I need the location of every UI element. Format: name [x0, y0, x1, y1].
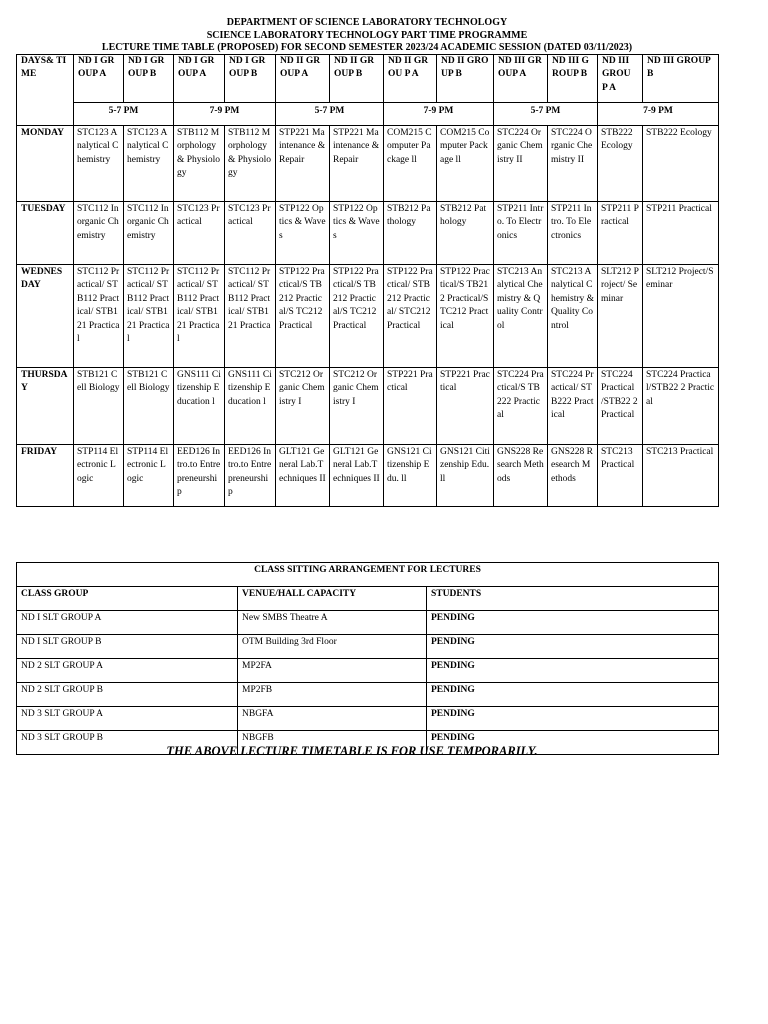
- course-cell: GNS121 Citizenship Edu. ll: [384, 445, 437, 507]
- course-cell: STC224 Practical/ STB222 Practical: [548, 368, 598, 445]
- group-header: ND III GROUP B: [643, 55, 719, 103]
- course-cell: COM215 Computer Package ll: [437, 126, 494, 202]
- time-slot-header: 5-7 PM: [276, 103, 384, 126]
- course-cell: STC112 Practical/ STB112 Practical/ STB121 Practica: [225, 265, 276, 368]
- course-cell: STC224 Practical/STB22 2 Practical: [643, 368, 719, 445]
- venue-cell: OTM Building 3rd Floor: [238, 635, 427, 659]
- lecture-timetable: [16, 54, 719, 507]
- group-header: ND III GROUP B: [548, 55, 598, 103]
- course-cell: EED126 Intro.to Entrepreneurship: [174, 445, 225, 507]
- students-cell: PENDING: [427, 635, 719, 659]
- group-header: ND II GROUP B: [437, 55, 494, 103]
- group-header: ND II GROUP B: [330, 55, 384, 103]
- students-cell: PENDING: [427, 611, 719, 635]
- timetable-row-friday: [17, 445, 719, 507]
- timetable-title: LECTURE TIME TABLE (PROPOSED) FOR SECOND SEMESTER 2023/24 ACADEMIC SESSION (DATED 03/11/2023): [101, 42, 633, 53]
- day-label: THURSDAY: [17, 368, 74, 445]
- class-group-cell: ND 3 SLT GROUP B: [17, 731, 238, 755]
- time-slot-header: 5-7 PM: [74, 103, 174, 126]
- time-slot-header: 7-9 PM: [174, 103, 276, 126]
- department-title: DEPARTMENT OF SCIENCE LABORATORY TECHNOLOGY: [226, 17, 508, 28]
- course-cell: STC112 Inorganic Chemistry: [74, 202, 124, 265]
- course-cell: STP122 Practical/ STB212 Practical/ STC212 Practical: [384, 265, 437, 368]
- course-cell: STC224 Organic Chemistry II: [494, 126, 548, 202]
- footer-note: THE ABOVE LECTURE TIMETABLE IS FOR USE TEMPORARILY.: [166, 744, 538, 758]
- course-cell: STB222 Ecology: [598, 126, 643, 202]
- course-cell: STB121 Cell Biology: [74, 368, 124, 445]
- venue-cell: NBGFB: [238, 731, 427, 755]
- course-cell: GNS111 Citizenship Education l: [225, 368, 276, 445]
- group-header-row: [17, 55, 719, 103]
- course-cell: STB112 Morphology & Physiology: [225, 126, 276, 202]
- course-cell: GNS228 Research Methods: [494, 445, 548, 507]
- group-header: ND II GROUP A: [276, 55, 330, 103]
- group-header: ND III GROUP A: [494, 55, 548, 103]
- class-group-cell: ND 2 SLT GROUP A: [17, 659, 238, 683]
- seating-row: [17, 707, 719, 731]
- class-group-cell: ND 3 SLT GROUP A: [17, 707, 238, 731]
- programme-title: SCIENCE LABORATORY TECHNOLOGY PART TIME PROGRAMME: [206, 29, 528, 41]
- group-header: ND I GROUP A: [74, 55, 124, 103]
- course-cell: STP122 Optics & Waves: [330, 202, 384, 265]
- timetable-row-thursday: [17, 368, 719, 445]
- course-cell: STB212 Pathology: [384, 202, 437, 265]
- course-cell: STP211 Intro. To Electronics: [494, 202, 548, 265]
- course-cell: STC112 Practical/ STB112 Practical/ STB121 Practical: [74, 265, 124, 368]
- course-cell: STP122 Optics & Waves: [276, 202, 330, 265]
- course-cell: GNS111 Citizenship Education l: [174, 368, 225, 445]
- course-cell: EED126 Intro.to Entrepreneurship: [225, 445, 276, 507]
- course-cell: STP114 Electronic Logic: [124, 445, 174, 507]
- class-group-header: CLASS GROUP: [17, 587, 238, 611]
- time-slot-header: 7-9 PM: [384, 103, 494, 126]
- timetable-row-monday: [17, 126, 719, 202]
- seating-title: CLASS SITTING ARRANGEMENT FOR LECTURES: [17, 563, 719, 587]
- day-label: FRIDAY: [17, 445, 74, 507]
- time-slot-row: [17, 103, 719, 126]
- day-label: WEDNESDAY: [17, 265, 74, 368]
- seating-row: [17, 659, 719, 683]
- course-cell: STP221 Practical: [384, 368, 437, 445]
- seating-row: [17, 611, 719, 635]
- course-cell: STC123 Practical: [174, 202, 225, 265]
- document-header: [16, 17, 718, 55]
- class-group-cell: ND I SLT GROUP B: [17, 635, 238, 659]
- days-time-header: DAYS& TIME: [17, 55, 74, 126]
- course-cell: STB121 Cell Biology: [124, 368, 174, 445]
- course-cell: STP221 Practical: [437, 368, 494, 445]
- course-cell: STP211 Practical: [643, 202, 719, 265]
- venue-cell: New SMBS Theatre A: [238, 611, 427, 635]
- course-cell: STB222 Ecology: [643, 126, 719, 202]
- course-cell: STC112 Inorganic Chemistry: [124, 202, 174, 265]
- course-cell: STB112 Morphology & Physiology: [174, 126, 225, 202]
- seating-row: [17, 683, 719, 707]
- course-cell: SLT212 Project/Seminar: [643, 265, 719, 368]
- course-cell: STC123 Analytical Chemistry: [124, 126, 174, 202]
- group-header: ND I GROUP A: [174, 55, 225, 103]
- group-header: ND I GROUP B: [124, 55, 174, 103]
- course-cell: STP122 Practical/S TB212 Practical/S TC212 Practical: [330, 265, 384, 368]
- venue-cell: MP2FB: [238, 683, 427, 707]
- course-cell: STP221 Maintenance & Repair: [276, 126, 330, 202]
- course-cell: STC112 Practical/ STB112 Practical/ STB121 Practical: [124, 265, 174, 368]
- class-group-cell: ND 2 SLT GROUP B: [17, 683, 238, 707]
- day-label: TUESDAY: [17, 202, 74, 265]
- class-group-cell: ND I SLT GROUP A: [17, 611, 238, 635]
- course-cell: STC224 Organic Chemistry II: [548, 126, 598, 202]
- course-cell: GLT121 General Lab.Techniques II: [330, 445, 384, 507]
- course-cell: STP211 Intro. To Electronics: [548, 202, 598, 265]
- students-header: STUDENTS: [427, 587, 719, 611]
- course-cell: STB212 Pathology: [437, 202, 494, 265]
- course-cell: STC213 Practical: [598, 445, 643, 507]
- seating-header-row: [17, 587, 719, 611]
- course-cell: STC213 Analytical Chemistry & Quality Control: [548, 265, 598, 368]
- venue-header: VENUE/HALL CAPACITY: [238, 587, 427, 611]
- students-cell: PENDING: [427, 731, 719, 755]
- course-cell: GLT121 General Lab.Techniques II: [276, 445, 330, 507]
- course-cell: STC213 Analytical Chemistry & Quality Control: [494, 265, 548, 368]
- students-cell: PENDING: [427, 683, 719, 707]
- course-cell: STC224 Practical /STB22 2 Practical: [598, 368, 643, 445]
- course-cell: STP211 Practical: [598, 202, 643, 265]
- course-cell: STP122 Practical/S TB212 Practical/S TC212 Practical: [437, 265, 494, 368]
- course-cell: STC213 Practical: [643, 445, 719, 507]
- course-cell: STC212 Organic Chemistry I: [276, 368, 330, 445]
- timetable-row-wednesday: [17, 265, 719, 368]
- seating-row: [17, 635, 719, 659]
- day-label: MONDAY: [17, 126, 74, 202]
- students-cell: PENDING: [427, 707, 719, 731]
- seating-title-row: [17, 563, 719, 587]
- seating-arrangement-table: [16, 562, 719, 755]
- course-cell: GNS228 Research Methods: [548, 445, 598, 507]
- group-header: ND II GROU P A: [384, 55, 437, 103]
- course-cell: STC112 Practical/ STB112 Practical/ STB121 Practical: [174, 265, 225, 368]
- course-cell: STC123 Analytical Chemistry: [74, 126, 124, 202]
- students-cell: PENDING: [427, 659, 719, 683]
- venue-cell: MP2FA: [238, 659, 427, 683]
- course-cell: GNS121 Citizenship Edu. ll: [437, 445, 494, 507]
- time-slot-header: 5-7 PM: [494, 103, 598, 126]
- course-cell: STC123 Practical: [225, 202, 276, 265]
- group-header: ND I GROUP B: [225, 55, 276, 103]
- course-cell: STC212 Organic Chemistry I: [330, 368, 384, 445]
- course-cell: STP122 Practical/S TB212 Practical/S TC212 Practical: [276, 265, 330, 368]
- course-cell: STC224 Practical/S TB222 Practical: [494, 368, 548, 445]
- timetable-row-tuesday: [17, 202, 719, 265]
- group-header: ND III GROU P A: [598, 55, 643, 103]
- course-cell: STP114 Electronic Logic: [74, 445, 124, 507]
- venue-cell: NBGFA: [238, 707, 427, 731]
- course-cell: SLT212 Project/ Seminar: [598, 265, 643, 368]
- time-slot-header: 7-9 PM: [598, 103, 719, 126]
- course-cell: COM215 Computer Package ll: [384, 126, 437, 202]
- course-cell: STP221 Maintenance & Repair: [330, 126, 384, 202]
